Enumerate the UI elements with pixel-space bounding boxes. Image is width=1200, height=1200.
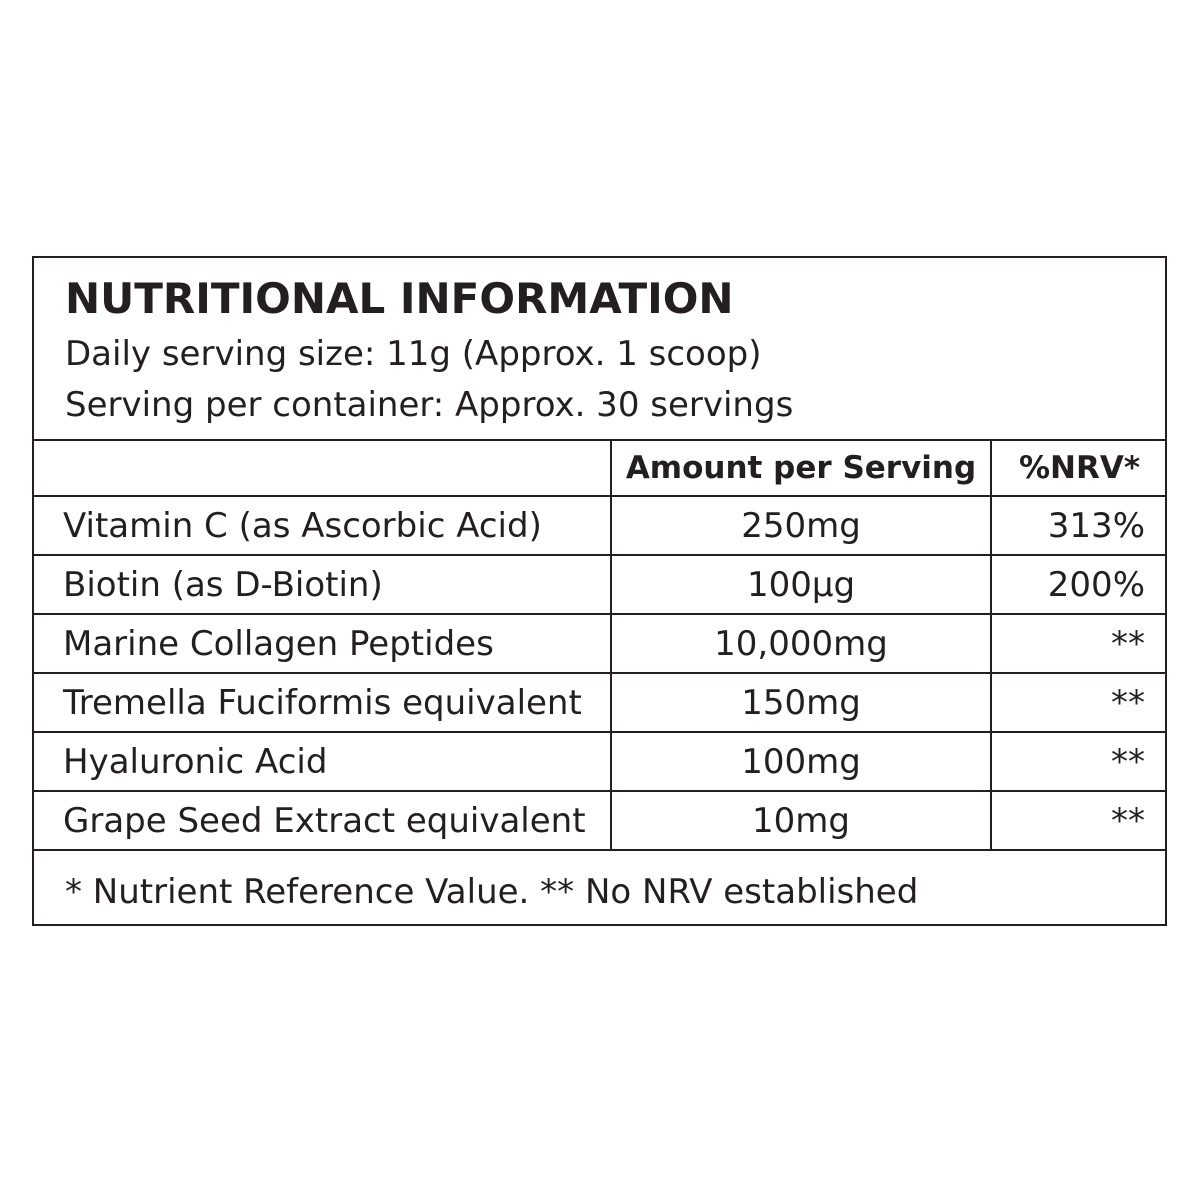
servings-per-container: Serving per container: Approx. 30 servings	[65, 385, 794, 425]
nutrient-name: Grape Seed Extract equivalent	[63, 800, 586, 841]
nutrient-name: Tremella Fuciformis equivalent	[63, 682, 582, 723]
table-row	[34, 674, 1165, 733]
nutrient-name: Vitamin C (as Ascorbic Acid)	[63, 505, 542, 546]
nutrient-nrv: 313%	[990, 497, 1167, 554]
header-name	[34, 441, 610, 495]
serving-size: Daily serving size: 11g (Approx. 1 scoop)	[65, 334, 762, 374]
header-amount: Amount per Serving	[610, 441, 990, 495]
nutrient-amount: 100µg	[610, 556, 990, 613]
panel-title: NUTRITIONAL INFORMATION	[65, 274, 734, 323]
nutrient-amount: 150mg	[610, 674, 990, 731]
table-header-row	[34, 441, 1165, 497]
nutrient-name: Marine Collagen Peptides	[63, 623, 494, 664]
nutrient-nrv: **	[990, 792, 1167, 849]
nutrient-name: Hyaluronic Acid	[63, 741, 328, 782]
nutrient-amount: 10mg	[610, 792, 990, 849]
table-row	[34, 733, 1165, 792]
nutrient-name: Biotin (as D-Biotin)	[63, 564, 383, 605]
nutrition-panel	[32, 256, 1167, 926]
nutrient-nrv: **	[990, 615, 1167, 672]
nutrient-nrv: **	[990, 674, 1167, 731]
nutrient-amount: 10,000mg	[610, 615, 990, 672]
table-row	[34, 792, 1165, 851]
footnote: * Nutrient Reference Value. ** No NRV established	[65, 872, 919, 912]
nutrient-amount: 250mg	[610, 497, 990, 554]
header-nrv: %NRV*	[990, 441, 1167, 495]
nutrient-nrv: **	[990, 733, 1167, 790]
nutrition-table	[34, 441, 1165, 851]
table-row	[34, 556, 1165, 615]
nutrient-amount: 100mg	[610, 733, 990, 790]
nutrient-nrv: 200%	[990, 556, 1167, 613]
panel-header	[34, 258, 1165, 441]
table-row	[34, 615, 1165, 674]
table-row	[34, 497, 1165, 556]
